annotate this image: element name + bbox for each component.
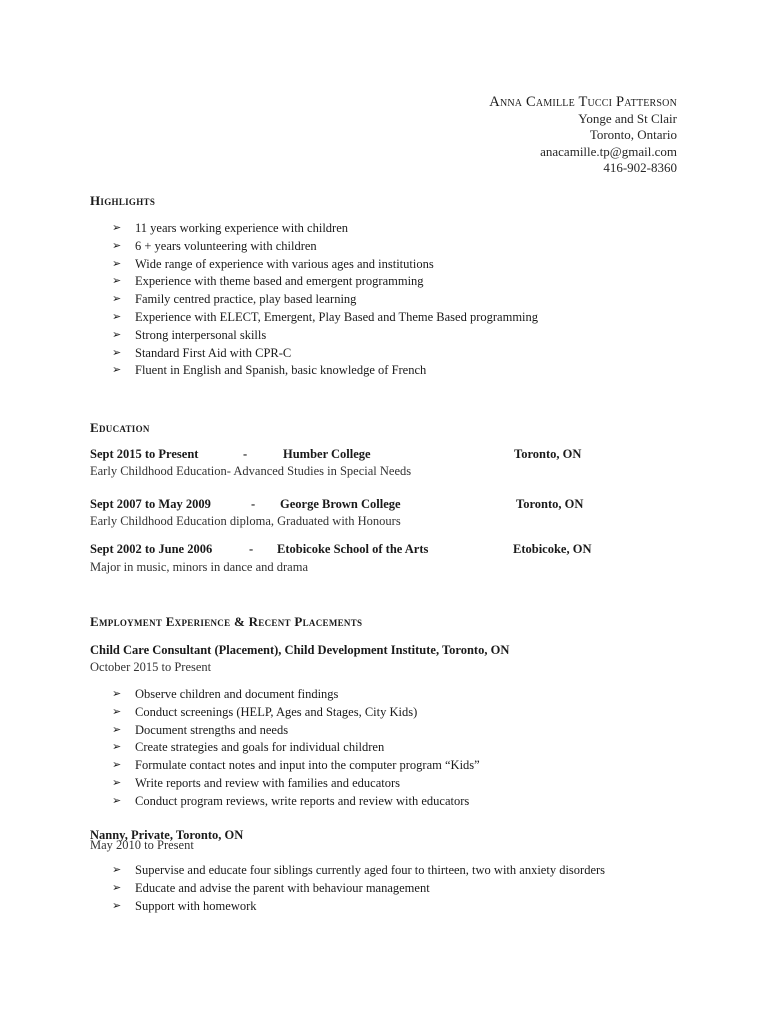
arrow-bullet-icon: ➢ <box>112 222 122 234</box>
education-detail: Early Childhood Education diploma, Graduated with Honours <box>90 514 401 528</box>
city: Toronto, Ontario <box>589 127 677 142</box>
education-dash: - <box>243 447 248 461</box>
education-school: George Brown College <box>280 497 401 511</box>
list-item: ➢ Experience with ELECT, Emergent, Play Based and Theme Based programming <box>112 309 538 327</box>
applicant-name: Anna Camille Tucci Patterson <box>489 94 677 110</box>
education-entry-row <box>90 447 610 464</box>
arrow-bullet-icon: ➢ <box>112 293 122 306</box>
education-school: Humber College <box>283 447 371 461</box>
list-item: ➢ Conduct program reviews, write reports and review with educators <box>112 793 480 811</box>
list-item: ➢ Conduct screenings (HELP, Ages and Stages, City Kids) <box>112 704 480 722</box>
arrow-bullet-icon: ➢ <box>112 275 122 288</box>
list-item: ➢ Supervise and educate four siblings currently aged four to thirteen, two with anxiety disorders <box>112 862 605 880</box>
education-dates: Sept 2002 to June 2006 <box>90 542 213 556</box>
list-item: ➢ Formulate contact notes and input into the computer program “Kids” <box>112 757 480 775</box>
education-detail: Early Childhood Education- Advanced Studies in Special Needs <box>90 464 412 478</box>
arrow-bullet-icon: ➢ <box>112 759 122 772</box>
arrow-bullet-icon: ➢ <box>112 257 122 270</box>
education-dates: Sept 2007 to May 2009 <box>90 497 211 511</box>
arrow-bullet-icon: ➢ <box>112 705 122 718</box>
education-dates: Sept 2015 to Present <box>90 447 199 461</box>
arrow-bullet-icon: ➢ <box>112 881 122 894</box>
list-item: ➢ Experience with theme based and emergent programming <box>112 273 538 291</box>
email: anacamille.tp@gmail.com <box>540 143 677 159</box>
education-dash: - <box>251 497 256 511</box>
education-heading: Education <box>90 420 150 435</box>
arrow-bullet-icon: ➢ <box>112 364 122 377</box>
arrow-bullet-icon: ➢ <box>112 346 122 359</box>
list-item: ➢ 11 years working experience with children <box>112 220 538 238</box>
arrow-bullet-icon: ➢ <box>112 864 122 876</box>
education-location: Toronto, ON <box>516 497 584 511</box>
contact-header <box>489 94 677 177</box>
highlights-heading: Highlights <box>90 193 156 208</box>
phone: 416-902-8360 <box>603 160 677 175</box>
list-item: ➢ Strong interpersonal skills <box>112 327 538 345</box>
job-dates: May 2010 to Present <box>90 838 194 852</box>
list-item: ➢ Educate and advise the parent with behaviour management <box>112 880 605 898</box>
highlights-list <box>112 220 538 380</box>
list-item: ➢ Document strengths and needs <box>112 722 480 740</box>
address: Yonge and St Clair <box>578 110 677 126</box>
arrow-bullet-icon: ➢ <box>112 741 122 754</box>
arrow-bullet-icon: ➢ <box>112 310 122 323</box>
education-dash: - <box>249 542 254 556</box>
arrow-bullet-icon: ➢ <box>112 899 122 912</box>
job-duties-list <box>112 686 480 811</box>
employment-heading: Employment Experience & Recent Placements <box>90 614 363 629</box>
list-item: ➢ Fluent in English and Spanish, basic knowledge of French <box>112 362 538 380</box>
list-item: ➢ 6 + years volunteering with children <box>112 238 538 256</box>
job-title: Child Care Consultant (Placement), Child Development Institute, Toronto, ON <box>90 643 510 657</box>
job-title: Nanny, Private, Toronto, ON <box>90 828 244 842</box>
list-item: ➢ Create strategies and goals for individual children <box>112 739 480 757</box>
list-item: ➢ Write reports and review with families and educators <box>112 775 480 793</box>
arrow-bullet-icon: ➢ <box>112 794 122 807</box>
education-school: Etobicoke School of the Arts <box>277 542 429 556</box>
list-item: ➢ Standard First Aid with CPR-C <box>112 345 538 363</box>
education-detail: Major in music, minors in dance and drama <box>90 560 308 574</box>
arrow-bullet-icon: ➢ <box>112 688 122 700</box>
arrow-bullet-icon: ➢ <box>112 723 122 736</box>
education-entry-row <box>90 497 610 514</box>
list-item: ➢ Support with homework <box>112 898 605 916</box>
arrow-bullet-icon: ➢ <box>112 776 122 789</box>
arrow-bullet-icon: ➢ <box>112 328 122 341</box>
education-entry-row <box>90 542 610 559</box>
education-location: Toronto, ON <box>514 447 582 461</box>
list-item: ➢ Wide range of experience with various ages and institutions <box>112 256 538 274</box>
list-item: ➢ Family centred practice, play based learning <box>112 291 538 309</box>
list-item: ➢ Observe children and document findings <box>112 686 480 704</box>
job-dates: October 2015 to Present <box>90 660 212 674</box>
education-location: Etobicoke, ON <box>513 542 592 556</box>
arrow-bullet-icon: ➢ <box>112 239 122 252</box>
job-duties-list <box>112 862 605 915</box>
